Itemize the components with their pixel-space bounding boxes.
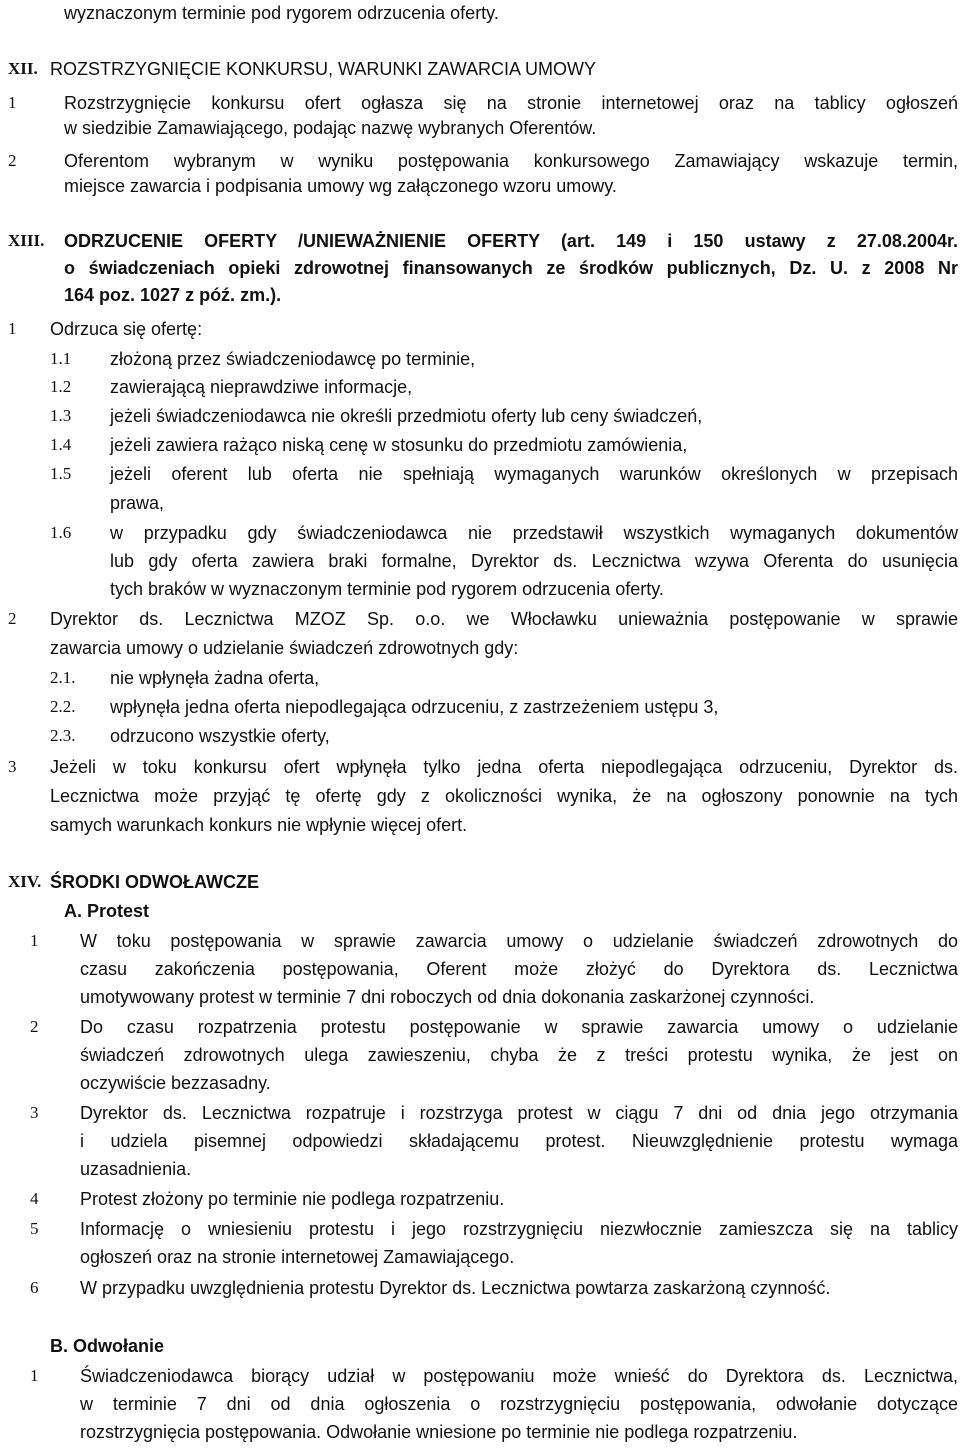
section-number: XII. <box>8 59 38 78</box>
paragraph-line: Jeżeli w toku konkursu ofert wpłynęła tylko jedna oferta niepodlegająca odrzuceniu, Dyrektor ds. <box>50 757 958 777</box>
list-item: jeżeli zawiera rażąco niską cenę w stosunku do przedmiotu zamówienia, <box>110 435 688 455</box>
paragraph-line: zawarcia umowy o udzielanie świadczeń zdrowotnych gdy: <box>50 638 519 658</box>
paragraph-line: Informację o wniesieniu protestu i jego rozstrzygnięciu niezwłocznie zamieszcza się na tablicy <box>80 1219 958 1239</box>
list-item: lub gdy oferta zawiera braki formalne, Dyrektor ds. Lecznictwa wzywa Oferenta do usunięcia <box>110 551 958 571</box>
paragraph-line: oczywiście bezzasadny. <box>80 1073 271 1093</box>
paragraph-line: Świadczeniodawca biorący udział w postępowaniu może wnieść do Dyrektora ds. Lecznictwa, <box>80 1366 958 1386</box>
section-title: ODRZUCENIE OFERTY /UNIEWAŻNIENIE OFERTY (art. 149 i 150 ustawy z 27.08.2004r. <box>64 231 958 251</box>
paragraph-line: uzasadnienia. <box>80 1159 192 1179</box>
paragraph-line: umotywowany protest w terminie 7 dni roboczych od dnia dokonania zaskarżonej czynności. <box>80 987 815 1007</box>
paragraph-line: samych warunkach konkurs nie wpłynie więcej ofert. <box>50 815 468 835</box>
paragraph-line: ogłoszeń oraz na stronie internetowej Zamawiającego. <box>80 1247 515 1267</box>
item-number: 2 <box>8 151 17 170</box>
section-number: XIII. <box>8 231 45 250</box>
item-number: 1.1 <box>50 349 72 368</box>
subsection-title: A. Protest <box>64 901 150 921</box>
paragraph-line: Do czasu rozpatrzenia protestu postępowanie w sprawie zawarcia umowy o udzielanie <box>80 1017 958 1037</box>
item-number: 1 <box>8 319 17 338</box>
item-number: 1 <box>8 93 17 112</box>
item-number: 1.2 <box>50 377 72 396</box>
section-title: 164 poz. 1027 z póź. zm.). <box>64 285 282 305</box>
paragraph-line: Protest złożony po terminie nie podlega rozpatrzeniu. <box>80 1189 505 1209</box>
list-item: tych braków w wyznaczonym terminie pod rygorem odrzucenia oferty. <box>110 579 664 599</box>
paragraph-line: rozstrzygnięcia postępowania. Odwołanie wniesione po terminie nie podlega rozpatrzeniu. <box>80 1422 798 1442</box>
subsection-title: B. Odwołanie <box>50 1336 165 1356</box>
item-number: 1.5 <box>50 464 72 483</box>
paragraph-line: Dyrektor ds. Lecznictwa rozpatruje i rozstrzyga protest w ciągu 7 dni od dnia jego otrzymania <box>80 1103 958 1123</box>
item-number: 2 <box>8 609 17 628</box>
paragraph-line: czasu zakończenia postępowania, Oferent może złożyć do Dyrektora ds. Lecznictwa <box>80 959 958 979</box>
item-number: 2.3. <box>50 726 76 745</box>
section-title: ROZSTRZYGNIĘCIE KONKURSU, WARUNKI ZAWARCIA UMOWY <box>50 59 597 79</box>
paragraph-line: świadczeń zdrowotnych ulega zawieszeniu, chyba że z treści protestu wynika, że jest on <box>80 1045 958 1065</box>
item-number: 4 <box>30 1189 39 1208</box>
item-number: 3 <box>8 757 17 776</box>
section-title: ŚRODKI ODWOŁAWCZE <box>50 872 259 892</box>
list-item: nie wpłynęła żadna oferta, <box>110 668 320 688</box>
item-number: 1.3 <box>50 406 72 425</box>
paragraph-line: Dyrektor ds. Lecznictwa MZOZ Sp. o.o. we Włocławku unieważnia postępowanie w sprawie <box>50 609 958 629</box>
list-item: złożoną przez świadczeniodawcę po terminie, <box>110 349 476 369</box>
item-number: 1 <box>30 1366 39 1385</box>
item-number: 2.1. <box>50 668 76 687</box>
paragraph-line: W przypadku uwzględnienia protestu Dyrektor ds. Lecznictwa powtarza zaskarżoną czynność. <box>80 1278 831 1298</box>
continued-line: wyznaczonym terminie pod rygorem odrzucenia oferty. <box>64 3 499 23</box>
item-number: 2 <box>30 1017 39 1036</box>
list-item: w przypadku gdy świadczeniodawca nie przedstawił wszystkich wymaganych dokumentów <box>110 523 958 543</box>
paragraph-line: w siedzibie Zamawiającego, podając nazwę wybranych Oferentów. <box>64 118 597 138</box>
paragraph-line: Lecznictwa może przyjąć tę ofertę gdy z okoliczności wynika, że na ogłoszony ponownie na tych <box>50 786 958 806</box>
item-number: 2.2. <box>50 697 76 716</box>
paragraph-line: W toku postępowania w sprawie zawarcia umowy o udzielanie świadczeń zdrowotnych do <box>80 931 958 951</box>
section-title: o świadczeniach opieki zdrowotnej finansowanych ze środków publicznych, Dz. U. z 2008 Nr <box>64 258 958 278</box>
item-number: 1.6 <box>50 523 72 542</box>
list-item: zawierającą nieprawdziwe informacje, <box>110 377 413 397</box>
paragraph-line: Odrzuca się ofertę: <box>50 319 203 339</box>
list-item: jeżeli świadczeniodawca nie określi przedmiotu oferty lub ceny świadczeń, <box>110 406 703 426</box>
paragraph-line: w terminie 7 dni od dnia ogłoszenia o rozstrzygnięciu postępowania, odwołanie dotyczące <box>80 1394 958 1414</box>
paragraph-line: Oferentom wybranym w wyniku postępowania konkursowego Zamawiający wskazuje termin, <box>64 151 958 171</box>
list-item: wpłynęła jedna oferta niepodlegająca odrzuceniu, z zastrzeżeniem ustępu 3, <box>110 697 719 717</box>
paragraph-line: miejsce zawarcia i podpisania umowy wg załączonego wzoru umowy. <box>64 176 617 196</box>
section-number: XIV. <box>8 872 42 891</box>
item-number: 5 <box>30 1219 39 1238</box>
list-item: odrzucono wszystkie oferty, <box>110 726 330 746</box>
paragraph-line: Rozstrzygnięcie konkursu ofert ogłasza się na stronie internetowej oraz na tablicy ogłoszeń <box>64 93 958 113</box>
item-number: 6 <box>30 1278 39 1297</box>
item-number: 1 <box>30 931 39 950</box>
item-number: 1.4 <box>50 435 72 454</box>
list-item: prawa, <box>110 493 165 513</box>
paragraph-line: i udziela pisemnej odpowiedzi składającemu protest. Nieuwzględnienie protestu wymaga <box>80 1131 958 1151</box>
list-item: jeżeli oferent lub oferta nie spełniają wymaganych warunków określonych w przepisach <box>110 464 958 484</box>
item-number: 3 <box>30 1103 39 1122</box>
